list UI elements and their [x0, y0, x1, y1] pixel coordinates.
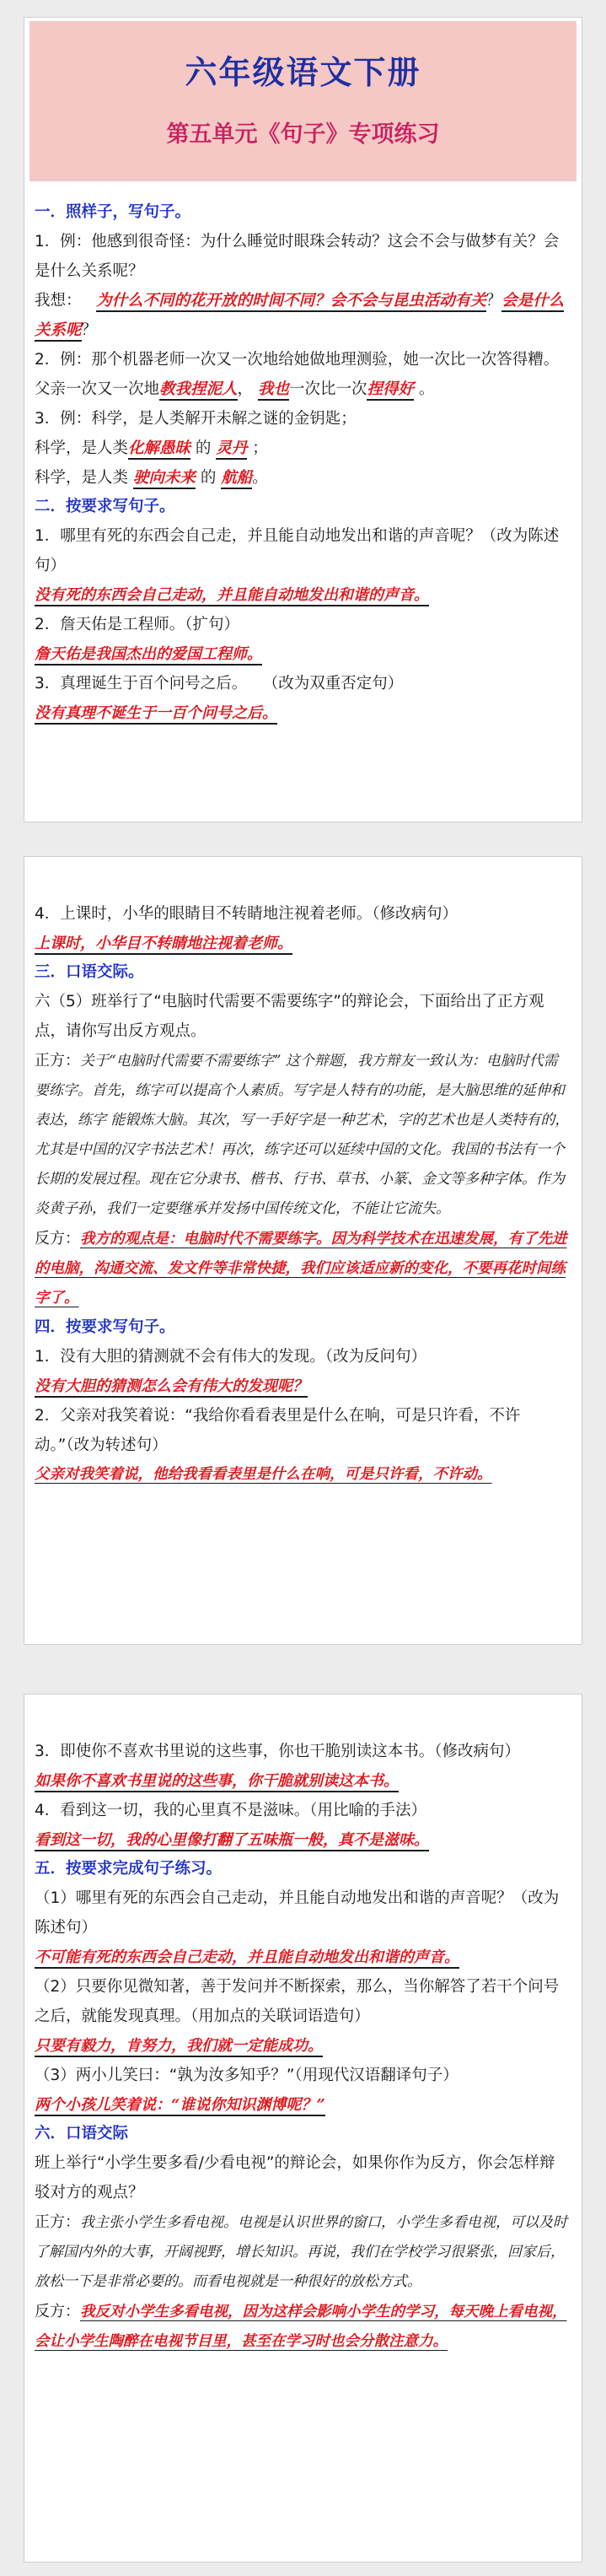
answer-line: [35, 463, 570, 493]
question-text: 3．即使你不喜欢书里说的这些事，你也干脆别读这本书。（修改病句）: [35, 1743, 521, 1760]
con-argument: [35, 1224, 570, 1313]
pro-text: 我主张小学生多看电视。电视是认识世界的窗口，小学生多看电视，可以及时了解国内外的大事，开阔视野，增长知识。再说，我们在学校学习很紧张，回家后，放松一下是非常必要的。而看电视就是一种很好的放松方式。: [35, 2214, 567, 2290]
answer-text: 上课时，小华目不转睛地注视着老师。: [35, 935, 292, 955]
answer-line: [35, 698, 570, 728]
worksheet-page-3: [24, 1694, 582, 2563]
answer-text: 为什么不同的花开放的时间不同？: [96, 292, 330, 312]
con-text: 我反对小学生多看电视，因为这样会影响小学生的学习，每天晚上看电视，会让小学生陶醉在电视节目里，甚至在学习时也会分散注意力。: [35, 2304, 567, 2350]
question-text: 班上举行“小学生要多看/少看电视”的辩论会，如果你作为反方，你会怎样辩驳对方的观点？: [35, 2154, 555, 2201]
answer-text-plain: 的: [195, 439, 212, 457]
answer-text-plain: 科学，是人类: [35, 469, 129, 487]
con-label: 反方：: [35, 1230, 80, 1248]
worksheet-page-2: [24, 856, 582, 1645]
section-heading: 二．按要求写句子。: [35, 498, 175, 515]
question-text: （3）两小儿笑曰：“孰为汝多知乎？”（用现代汉语翻译句子）: [35, 2067, 459, 2084]
answer-text: 驶向未来: [133, 469, 196, 489]
pro-label: 正方：: [35, 2213, 80, 2231]
title-banner: [29, 21, 577, 181]
answer-text-plain: 父亲一次又一次地: [35, 380, 160, 398]
answer-punct: ？: [81, 321, 98, 339]
question-text: 六（5）班举行了“电脑时代需要不需要练字”的辩论会，下面给出了正方观点，请你写出反方观点。: [35, 993, 544, 1040]
answer-text: 如果你不喜欢书里说的这些事，你干脆就别读这本书。: [35, 1772, 399, 1792]
pro-argument: [35, 1046, 570, 1224]
question-text: 2．詹天佑是工程师。（扩句）: [35, 616, 240, 633]
page-subtitle: 第五单元《句子》专项练习: [166, 121, 440, 148]
answer-line: [35, 2031, 570, 2061]
answer-line: [35, 1766, 570, 1796]
answer-line: [35, 1372, 570, 1401]
answer-punct: 。: [418, 380, 435, 398]
section-heading: 五．按要求完成句子练习。: [35, 1860, 223, 1878]
question-text: （1）哪里有死的东西会自己走动，并且能自动地发出和谐的声音呢？（改为陈述句）: [35, 1889, 560, 1937]
answer-text: 化解愚昧: [128, 439, 190, 460]
question-text: 2．父亲对我笑着说：“我给你看看表里是什么在响，可是只许看，不许动。”（改为转述句）: [35, 1407, 521, 1454]
answer-text: 会是什么关系呢: [35, 292, 564, 342]
answer-punct: ？: [485, 292, 502, 310]
section-heading: 三．口语交际。: [35, 963, 144, 981]
answer-text: 航船: [221, 469, 252, 489]
question-text: 3．例：科学，是人类解开未解之谜的金钥匙；: [35, 410, 357, 428]
section-heading: 六．口语交际: [35, 2125, 129, 2142]
answer-line: [35, 434, 570, 463]
question-text: 1．例：他感到很奇怪：为什么睡觉时眼珠会转动？这会不会与做梦有关？会是什么关系呢？: [35, 233, 560, 280]
con-argument: [35, 2297, 570, 2357]
answer-label: 我想：: [35, 292, 82, 310]
worksheet-page-1: [24, 17, 582, 822]
page-title: 六年级语文下册: [185, 53, 421, 91]
answer-text: 看到这一切，我的心里像打翻了五味瓶一般，真不是滋味。: [35, 1831, 429, 1851]
question-text: 4．上课时，小华的眼睛目不转睛地注视着老师。（修改病句）: [35, 905, 459, 923]
answer-text: 没有真理不诞生于一百个问号之后。: [35, 704, 277, 725]
answer-line: [35, 1825, 570, 1855]
answer-text-plain: 的: [200, 469, 217, 487]
answer-text-plain: 一次比一次: [288, 380, 367, 398]
answer-text: 没有死的东西会自己走动，并且能自动地发出和谐的声音。: [35, 586, 429, 606]
question-text: （2）只要你见微知著，善于发问并不断探索，那么，当你解答了若干个问号之后，就能发现真理。（用加点的关联词语造句）: [35, 1978, 560, 2025]
question-text: 1．没有大胆的猜测就不会有伟大的发现。（改为反问句）: [35, 1348, 427, 1366]
answer-punct: ；: [252, 439, 268, 457]
answer-line: [35, 580, 570, 610]
answer-line: [35, 929, 570, 958]
pro-label: 正方：: [35, 1052, 80, 1070]
answer-text: 没有大胆的猜测怎么会有伟大的发现呢？: [35, 1377, 308, 1398]
answer-text: 只要有毅力，肯努力，我们就一定能成功。: [35, 2037, 323, 2057]
answer-text: 会不会与昆虫活动有关: [330, 292, 486, 312]
answer-line: [35, 375, 570, 404]
answer-text: 不可能有死的东西会自己走动，并且能自动地发出和谐的声音。: [35, 1948, 459, 1969]
answer-line: [35, 286, 570, 345]
answer-text: 教我捏泥人: [159, 380, 238, 401]
answer-text: 父亲对我笑着说，他给我看看表里是什么在响，可是只许看，不许动。: [35, 1466, 492, 1483]
con-text: 我方的观点是：电脑时代不需要练字。因为科学技术在迅速发展，有了先进的电脑，沟通交流、发文件等非常快捷，我们应该适应新的变化，不要再花时间练字了。: [35, 1231, 567, 1307]
answer-text: 两个小孩儿笑着说：“谁说你知识渊博呢？”: [35, 2096, 325, 2116]
answer-text: 灵丹: [216, 439, 247, 460]
answer-line: [35, 1943, 570, 1972]
answer-text: 我也: [258, 380, 289, 401]
answer-line: [35, 2090, 570, 2120]
question-text: 2．例：那个机器老师一次又一次地给她做地理测验，她一次比一次答得糟。: [35, 351, 560, 369]
answer-line: [35, 639, 570, 669]
answer-text: 捏得好: [367, 380, 414, 401]
answer-text-plain: 科学，是人类: [35, 439, 129, 457]
answer-text: 詹天佑是我国杰出的爱国工程师。: [35, 645, 262, 666]
question-text: 4．看到这一切，我的心里真不是滋味。（用比喻的手法）: [35, 1802, 427, 1819]
section-heading: 四．按要求写句子。: [35, 1318, 175, 1336]
con-label: 反方：: [35, 2303, 80, 2320]
pro-text: 关于“电脑时代需要不需要练字” 这个辩题，我方辩友一致认为：电脑时代需要练字。首先，练字可以提高个人素质。写字是人特有的功能，是大脑思维的延伸和表达，练字 能锻炼大脑。其次，写一手好字是一种艺术，字的艺术也是人类特有的，尤其是中国的汉字书法艺术！再次，练字还可以延续中国的文化。我国的书法有一个长期的发展过程。现在它分隶书、楷书、行书、草书、小篆、金文等多种字体。作为炎黄子孙，我们一定要继承并发扬中国传统文化，不能让它流失。: [35, 1053, 570, 1217]
pro-argument: [35, 2207, 570, 2297]
answer-punct: 。: [252, 469, 268, 487]
question-text: 1．哪里有死的东西会自己走，并且能自动地发出和谐的声音呢？（改为陈述句）: [35, 527, 560, 574]
section-heading: 一．照样子，写句子。: [35, 203, 191, 221]
answer-punct: ，: [237, 380, 254, 398]
question-text: 3．真理诞生于百个问号之后。 （改为双重否定句）: [35, 675, 404, 693]
